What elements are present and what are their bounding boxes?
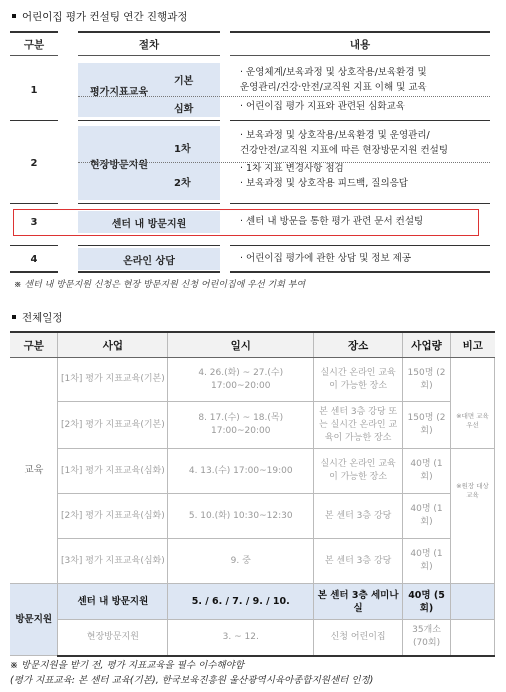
step-label-box: 현장방문지원 (78, 126, 220, 200)
table-row: [2차] 평가 지표교육(기본) 8. 17.(수) ~ 18.(목) 17:00~20:00 본 센터 3층 강당 또는 실시간 온라인 교육이 가능한 장소 150명 (2회) (10, 402, 495, 449)
divider (230, 120, 490, 121)
divider (230, 271, 490, 273)
divider (10, 245, 58, 246)
table1-row-1: 1 평가지표교육 기본 심화 · 운영체계/보육과정 및 상호작용/보육환경 및 운영관리/건강·안전/교직원 지표 이해 및 교육 · 어린이집 평가 지표와 관련된 심화교육 (10, 63, 490, 117)
col-header: 구분 (10, 332, 58, 358)
divider (230, 203, 490, 204)
divider (10, 120, 58, 121)
col-header: 사업 (58, 332, 168, 358)
divider (78, 162, 490, 163)
table-row: [1차] 평가 지표교육(심화) 4. 13.(수) 17:00~19:00 실시간 온라인 교육이 가능한 장소 40명 (1회) ※원장 대상 교육 (10, 449, 495, 494)
remark-cell: ※원장 대상 교육 (451, 449, 495, 584)
table1-row-4: 4 온라인 상담 · 어린이집 평가에 관한 상담 및 정보 제공 (10, 248, 490, 270)
footer-note-2: (평가 지표교육: 본 센터 교육(기본), 한국보육진흥원 울산광역시육아종합지원센터 인정) (10, 675, 374, 686)
divider (78, 96, 490, 97)
table-row: [3차] 평가 지표교육(심화) 9. 중 본 센터 3층 강당 40명 (1회) (10, 539, 495, 584)
divider (78, 120, 220, 121)
step-label-box: 평가지표교육 (78, 63, 220, 117)
divider (78, 245, 220, 246)
step-label-box: 센터 내 방문지원 (78, 211, 220, 233)
section-title-schedule: 전체일정 (10, 310, 63, 325)
col-header: 사업량 (403, 332, 451, 358)
step-label-box: 온라인 상담 (78, 248, 220, 270)
table1-row-2: 2 현장방문지원 1차 2차 · 보육과정 및 상호작용/보육환경 및 운영관리/ 건강안전/교직원 지표에 따른 현장방문지원 컨설팅 · 1차 지표 변경사항 점검 · 보육과정 및 상호작용 피드백, 질의응답 (10, 126, 490, 200)
divider (78, 203, 220, 204)
col-header: 비고 (451, 332, 495, 358)
schedule-table (10, 331, 495, 657)
table-row: 교육 [1차] 평가 지표교육(기본) 4. 26.(화) ~ 27.(수) 17:00~20:00 실시간 온라인 교육이 가능한 장소 150명 (2회) ※대면 교육 우선 (10, 358, 495, 402)
table-row-highlighted: 방문지원 센터 내 방문지원 5. / 6. / 7. / 9. / 10. 본 센터 3층 세미나실 40명 (5회) (10, 584, 495, 620)
table-row: 현장방문지원 3. ~ 12. 신청 어린이집 35개소 (70회) (10, 620, 495, 656)
divider (230, 245, 490, 246)
col-header: 일시 (168, 332, 314, 358)
table1-note: ※ 센터 내 방문지원 신청은 현장 방문지원 신청 어린이집에 우선 기회 부여 (14, 280, 306, 290)
table1-header-naeyong: 내용 (230, 31, 490, 56)
footer-note-1: ※ 방문지원을 받기 전, 평가 지표교육을 필수 이수해야함 (10, 660, 245, 671)
bullet-square-icon (12, 315, 16, 319)
group-cell-visit: 방문지원 (10, 584, 58, 656)
table1-header-gubun: 구분 (10, 31, 58, 56)
divider (78, 271, 220, 273)
group-cell-edu: 교육 (10, 358, 58, 584)
table-row: [2차] 평가 지표교육(심화) 5. 10.(화) 10:30~12:30 본 센터 3층 강당 40명 (1회) (10, 494, 495, 539)
table1-row-3: 3 센터 내 방문지원 · 센터 내 방문을 통한 평가 관련 문서 컨설팅 (10, 211, 490, 233)
section-title-process: 어린이집 평가 컨설팅 연간 진행과정 (10, 9, 188, 24)
divider (10, 271, 58, 273)
table-header-row (10, 332, 495, 358)
table1-header-jeolcha: 절차 (78, 31, 220, 56)
col-header: 장소 (314, 332, 403, 358)
divider (10, 203, 58, 204)
bullet-square-icon (12, 14, 16, 18)
remark-cell: ※대면 교육 우선 (451, 358, 495, 449)
